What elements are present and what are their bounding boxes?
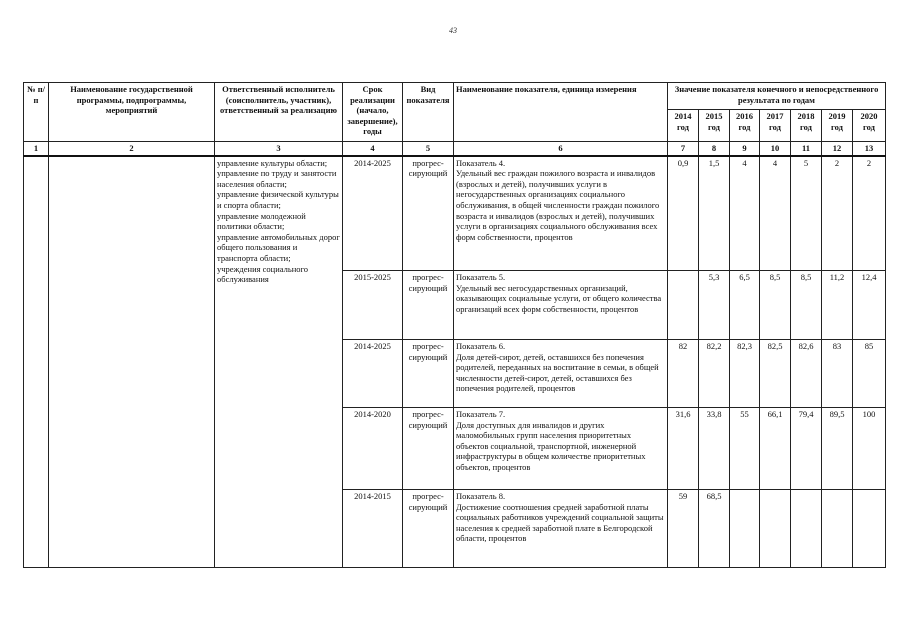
value-2017: 82,5 xyxy=(760,340,791,408)
header-year-2020: 2020 год xyxy=(853,110,886,142)
table-row xyxy=(24,156,886,271)
header-year-2014: 2014 год xyxy=(668,110,699,142)
value-2015: 5,3 xyxy=(699,271,730,340)
value-2014 xyxy=(668,271,699,340)
value-2018: 5 xyxy=(791,156,822,271)
column-index: 8 xyxy=(699,142,730,156)
value-2014: 31,6 xyxy=(668,408,699,490)
header-year-2016: 2016 год xyxy=(730,110,760,142)
value-2017: 4 xyxy=(760,156,791,271)
indicator-name-cell: Показатель 4. Удельный вес граждан пожилого возраста и инвалидов (взрослых и детей), получивших услуги в негосударственных организациях социального обслуживания, в общей численности граждан пожилого возраста и инвалидов (взрослых и детей), получивших услуги в организациях социального обслуживания всех форм собственности, процентов xyxy=(454,156,668,271)
header-values-group: Значение показателя конечного и непосредственного результата по годам xyxy=(668,83,886,110)
value-2016 xyxy=(730,490,760,568)
value-2014: 82 xyxy=(668,340,699,408)
value-2018: 82,6 xyxy=(791,340,822,408)
value-2020: 85 xyxy=(853,340,886,408)
period-cell: 2014-2020 xyxy=(343,408,403,490)
indicators-table xyxy=(23,82,886,568)
value-2019 xyxy=(822,490,853,568)
value-2017: 66,1 xyxy=(760,408,791,490)
indicator-kind-cell: прогрес- сирующий xyxy=(403,156,454,271)
column-index: 2 xyxy=(49,142,215,156)
value-2014: 0,9 xyxy=(668,156,699,271)
column-index: 4 xyxy=(343,142,403,156)
indicator-kind-cell: прогрес- сирующий xyxy=(403,271,454,340)
responsible-cell: управление культуры области; управление по труду и занятости населения области; управление физической культуры и спорта области; управление молодежной политики области; управление автомобильных дорог общего пользования и транспорта области; учреждения социального обслуживания xyxy=(215,156,343,568)
indicator-kind-cell: прогрес- сирующий xyxy=(403,408,454,490)
header-responsible: Ответственный исполнитель (соисполнитель, участник), ответственный за реализацию xyxy=(215,83,343,142)
value-2020: 100 xyxy=(853,408,886,490)
header-year-2019: 2019 год xyxy=(822,110,853,142)
column-index: 11 xyxy=(791,142,822,156)
value-2019: 89,5 xyxy=(822,408,853,490)
indicator-name-cell: Показатель 8. Достижение соотношения средней заработной платы социальных работников учреждений социальной защиты населения к средней заработной плате в Белгородской области, процентов xyxy=(454,490,668,568)
value-2016: 4 xyxy=(730,156,760,271)
header-indicator-name: Наименование показателя, единица измерения xyxy=(454,83,668,142)
indicator-kind-cell: прогрес- сирующий xyxy=(403,490,454,568)
value-2015: 33,8 xyxy=(699,408,730,490)
indicator-name-cell: Показатель 5. Удельный вес негосударственных организаций, оказывающих социальные услуги, от общего количества организаций всех форм собственности, процентов xyxy=(454,271,668,340)
period-cell: 2014-2025 xyxy=(343,156,403,271)
period-cell: 2014-2015 xyxy=(343,490,403,568)
header-year-2015: 2015 год xyxy=(699,110,730,142)
page-number: 43 xyxy=(449,26,457,35)
column-index: 9 xyxy=(730,142,760,156)
period-cell: 2014-2025 xyxy=(343,340,403,408)
column-index: 7 xyxy=(668,142,699,156)
header-indicator-kind: Вид показателя xyxy=(403,83,454,142)
value-2017: 8,5 xyxy=(760,271,791,340)
value-2019: 11,2 xyxy=(822,271,853,340)
value-2020: 12,4 xyxy=(853,271,886,340)
value-2019: 2 xyxy=(822,156,853,271)
value-2016: 82,3 xyxy=(730,340,760,408)
value-2018: 79,4 xyxy=(791,408,822,490)
indicator-name-cell: Показатель 6. Доля детей-сирот, детей, оставшихся без попечения родителей, переданных на воспитание в семьи, в общей численности детей-сирот, детей, оставшихся без попечения родителей, процентов xyxy=(454,340,668,408)
header-number: № п/п xyxy=(24,83,49,142)
row-number-cell xyxy=(24,156,49,568)
column-index: 10 xyxy=(760,142,791,156)
column-index: 3 xyxy=(215,142,343,156)
column-index: 13 xyxy=(853,142,886,156)
value-2015: 1,5 xyxy=(699,156,730,271)
header-year-2017: 2017 год xyxy=(760,110,791,142)
column-index: 12 xyxy=(822,142,853,156)
program-name-cell xyxy=(49,156,215,568)
column-index: 1 xyxy=(24,142,49,156)
value-2016: 55 xyxy=(730,408,760,490)
header-period: Срок реализации (начало, завершение), годы xyxy=(343,83,403,142)
column-index-row xyxy=(24,142,886,156)
value-2020 xyxy=(853,490,886,568)
indicator-name-cell: Показатель 7. Доля доступных для инвалидов и других маломобильных групп населения приоритетных объектов социальной, транспортной, инженерной инфраструктуры в общем количестве приоритетных объектов, процентов xyxy=(454,408,668,490)
value-2017 xyxy=(760,490,791,568)
value-2016: 6,5 xyxy=(730,271,760,340)
value-2019: 83 xyxy=(822,340,853,408)
column-index: 6 xyxy=(454,142,668,156)
column-index: 5 xyxy=(403,142,454,156)
period-cell: 2015-2025 xyxy=(343,271,403,340)
value-2020: 2 xyxy=(853,156,886,271)
header-year-2018: 2018 год xyxy=(791,110,822,142)
value-2015: 82,2 xyxy=(699,340,730,408)
value-2018: 8,5 xyxy=(791,271,822,340)
value-2014: 59 xyxy=(668,490,699,568)
value-2018 xyxy=(791,490,822,568)
value-2015: 68,5 xyxy=(699,490,730,568)
indicator-kind-cell: прогрес- сирующий xyxy=(403,340,454,408)
header-program-name: Наименование государственной программы, подпрограммы, мероприятий xyxy=(49,83,215,142)
